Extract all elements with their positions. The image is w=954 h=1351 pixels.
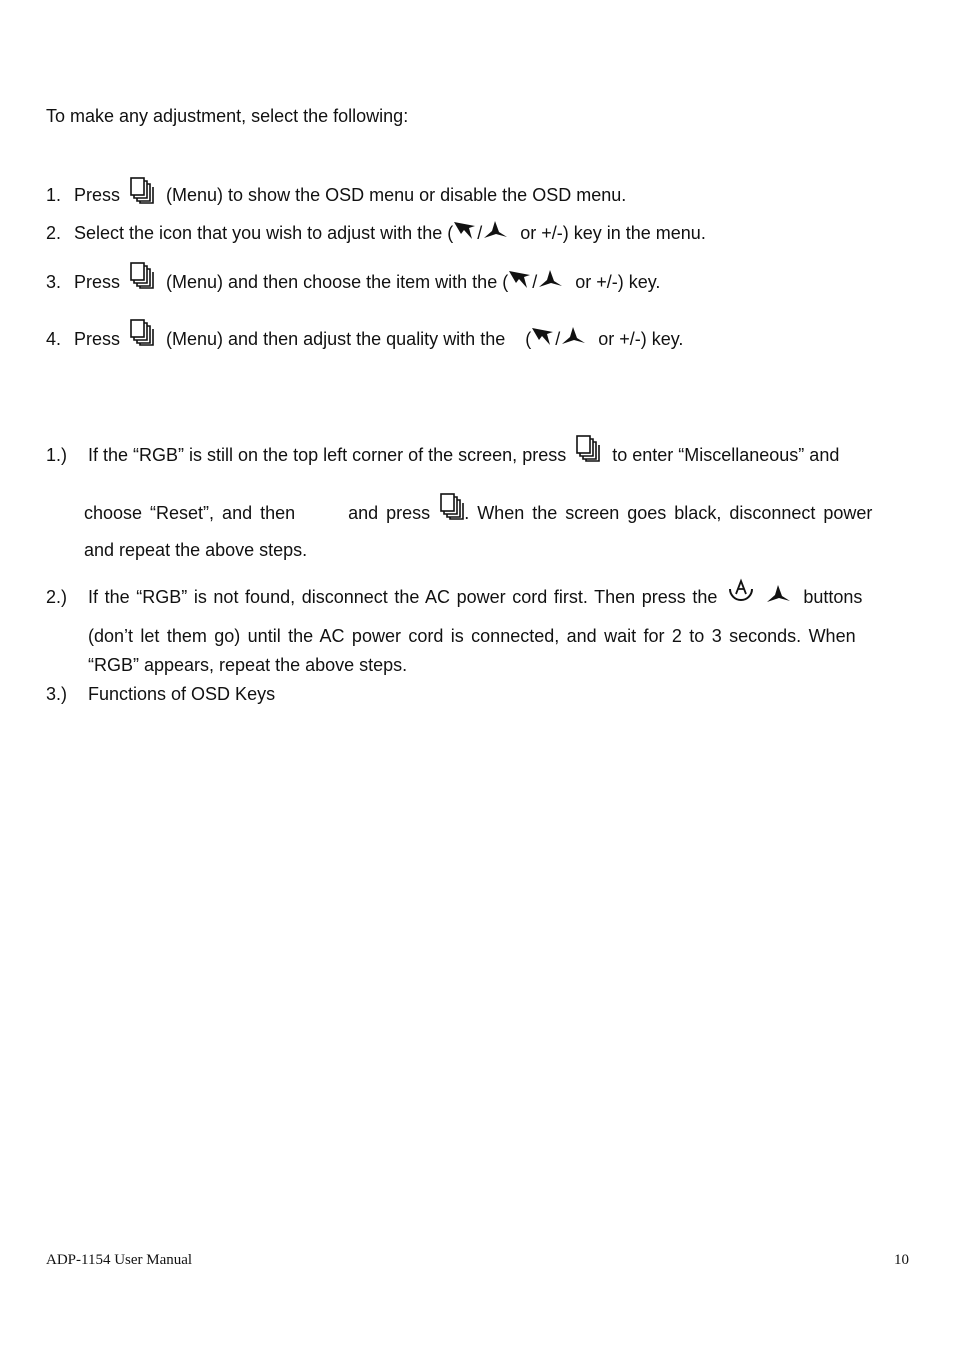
down-arrow-icon (453, 220, 477, 240)
step-text: ( (525, 329, 532, 349)
item-text: to enter “Miscellaneous” and (612, 445, 840, 465)
step-text: (Menu) to show the OSD menu or disable the OSD menu. (166, 185, 627, 205)
item-number: 2.) (46, 587, 68, 607)
step-4 (46, 327, 683, 351)
item-text: If the “RGB” is not found, disconnect the AC power cord first. Then press the (88, 587, 718, 607)
up-arrow-icon (560, 326, 586, 346)
step-text: Select the icon that you wish to adjust with the ( (74, 223, 454, 243)
up-arrow-icon (482, 220, 508, 240)
step-text: or +/-) key. (598, 329, 684, 349)
step-text: or +/-) key. (575, 272, 661, 292)
troubleshoot-1-line-1 (46, 443, 839, 467)
menu-icon (130, 262, 154, 290)
step-number: 1. (46, 185, 62, 205)
step-1 (46, 183, 626, 207)
footer-title: ADP-1154 User Manual (46, 1252, 193, 1268)
page-number: 10 (894, 1252, 909, 1268)
step-text: (Menu) and then choose the item with the ( (166, 272, 509, 292)
down-arrow-icon (531, 326, 555, 346)
troubleshoot-2-line-3: “RGB” appears, repeat the above steps. (88, 655, 408, 675)
troubleshoot-1-line-2 (84, 501, 909, 525)
step-2 (46, 221, 706, 245)
step-number: 2. (46, 223, 62, 243)
menu-icon (440, 493, 464, 521)
item-number: 3.) (46, 684, 68, 704)
item-text: buttons (803, 587, 863, 607)
item-text: . When the screen goes black, disconnect power (464, 503, 873, 523)
up-arrow-icon (537, 269, 563, 289)
menu-icon (130, 177, 154, 205)
item-text: Functions of OSD Keys (88, 684, 276, 704)
step-text: Press (74, 272, 121, 292)
step-text: (Menu) and then adjust the quality with the (166, 329, 506, 349)
menu-icon (576, 435, 600, 463)
slash: / (532, 272, 538, 292)
auto-icon (727, 578, 755, 604)
slash: / (555, 329, 561, 349)
intro-text: To make any adjustment, select the following: (46, 106, 409, 126)
step-3 (46, 270, 660, 294)
item-text: choose “Reset”, and then (84, 503, 296, 523)
step-text: or +/-) key in the menu. (520, 223, 706, 243)
troubleshoot-1-line-3: and repeat the above steps. (84, 540, 308, 560)
down-arrow-icon (508, 269, 532, 289)
slash: / (477, 223, 483, 243)
menu-icon (130, 319, 154, 347)
item-number: 1.) (46, 445, 68, 465)
up-arrow-icon (765, 584, 791, 604)
step-number: 4. (46, 329, 62, 349)
step-text: Press (74, 185, 121, 205)
step-text: Press (74, 329, 121, 349)
step-number: 3. (46, 272, 62, 292)
item-text: If the “RGB” is still on the top left corner of the screen, press (88, 445, 567, 465)
troubleshoot-3 (46, 682, 275, 706)
troubleshoot-2-line-2: (don’t let them go) until the AC power cord is connected, and wait for 2 to 3 seconds. When (88, 626, 856, 646)
item-text: and press (348, 503, 431, 523)
troubleshoot-2-line-1 (46, 585, 909, 609)
